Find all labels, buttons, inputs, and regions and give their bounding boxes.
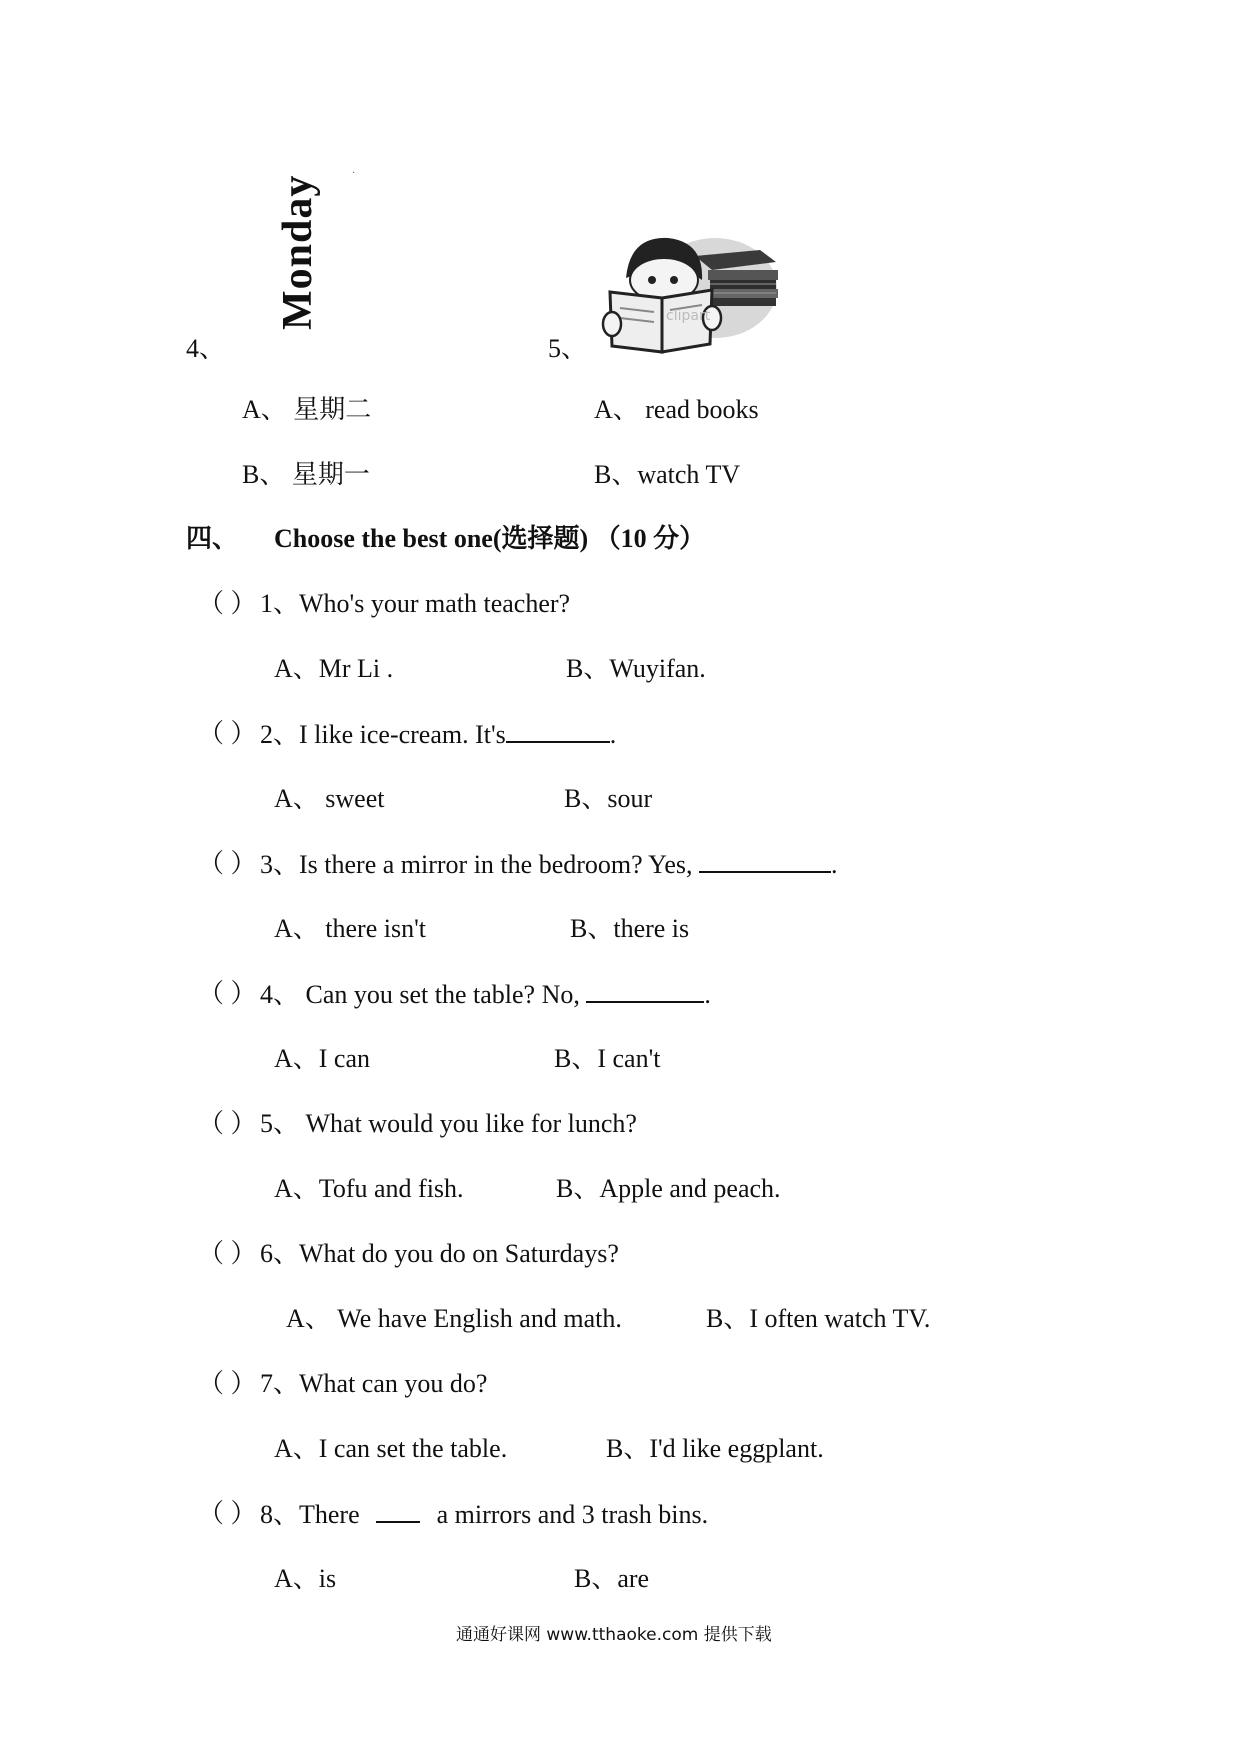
q5-option-a: A、 read books xyxy=(594,395,759,424)
question-5-text: 5、 What would you like for lunch? xyxy=(260,1109,637,1138)
q8-option-a: A、is xyxy=(274,1564,337,1593)
question-3-tail: . xyxy=(831,850,838,879)
q4b-option-a: A、I can xyxy=(274,1044,371,1073)
question-4-tail: . xyxy=(704,980,711,1009)
answer-bracket-6[interactable]: （ ） xyxy=(198,1239,257,1268)
question-1-text: 1、Who's your math teacher? xyxy=(260,589,571,618)
q1-option-a: A、Mr Li . xyxy=(274,654,394,683)
q3-option-b: B、there is xyxy=(570,914,690,943)
clipart-watermark: clipart xyxy=(666,308,711,324)
section-title: Choose the best one(选择题) （10 分） xyxy=(274,524,706,553)
q2-option-a: A、 sweet xyxy=(274,784,385,813)
answer-bracket-4[interactable]: （ ） xyxy=(198,979,257,1008)
question-4-row xyxy=(260,979,711,1010)
q5b-option-a: A、Tofu and fish. xyxy=(274,1174,464,1203)
question-4-text: 4、 Can you set the table? No, xyxy=(260,980,580,1009)
question-8-blank[interactable] xyxy=(376,1499,420,1523)
question-8-text: 8、There xyxy=(260,1500,360,1529)
question-6-text: 6、What do you do on Saturdays? xyxy=(260,1239,619,1268)
q2-option-b: B、sour xyxy=(564,784,653,813)
question-2-row xyxy=(260,719,616,750)
section-number: 四、 xyxy=(186,524,239,553)
q7-option-b: B、I'd like eggplant. xyxy=(606,1434,824,1463)
q6-option-a: A、 We have English and math. xyxy=(286,1304,622,1333)
question-2-text: 2、I like ice-cream. It's xyxy=(260,720,506,749)
boy-reading-book-image xyxy=(600,228,780,360)
footer-text: 通通好课网 www.tthaoke.com 提供下载 xyxy=(456,1625,772,1645)
small-mark: · xyxy=(352,168,356,179)
question-3-text: 3、Is there a mirror in the bedroom? Yes, xyxy=(260,850,693,879)
answer-bracket-2[interactable]: （ ） xyxy=(198,719,257,748)
answer-bracket-7[interactable]: （ ） xyxy=(198,1369,257,1398)
q5-option-b: B、watch TV xyxy=(594,460,741,489)
q4b-option-b: B、I can't xyxy=(554,1044,661,1073)
question-4-blank[interactable] xyxy=(586,979,704,1003)
answer-bracket-5[interactable]: （ ） xyxy=(198,1109,257,1138)
answer-bracket-8[interactable]: （ ） xyxy=(198,1499,257,1528)
question-2-tail: . xyxy=(609,720,617,749)
q1-option-b: B、Wuyifan. xyxy=(566,654,706,683)
question-7-text: 7、What can you do? xyxy=(260,1369,488,1398)
q5b-option-b: B、Apple and peach. xyxy=(556,1174,781,1203)
q3-option-a: A、 there isn't xyxy=(274,914,426,943)
q7-option-a: A、I can set the table. xyxy=(274,1434,508,1463)
question-8-rest: a mirrors and 3 trash bins. xyxy=(436,1500,709,1529)
q4-option-a: A、 星期二 xyxy=(242,395,372,424)
question-8-row xyxy=(260,1499,708,1530)
question-5-number: 5、 xyxy=(548,334,588,363)
question-3-row xyxy=(260,849,838,880)
answer-bracket-1[interactable]: （ ） xyxy=(198,589,257,618)
q8-option-b: B、are xyxy=(574,1564,650,1593)
q4-option-b: B、 星期一 xyxy=(242,460,370,489)
q6-option-b: B、I often watch TV. xyxy=(706,1304,931,1333)
question-2-blank[interactable] xyxy=(506,719,610,743)
monday-image-text: Monday xyxy=(275,174,321,330)
question-3-blank[interactable] xyxy=(699,849,831,873)
question-4-number: 4、 xyxy=(186,334,226,363)
answer-bracket-3[interactable]: （ ） xyxy=(198,849,257,878)
